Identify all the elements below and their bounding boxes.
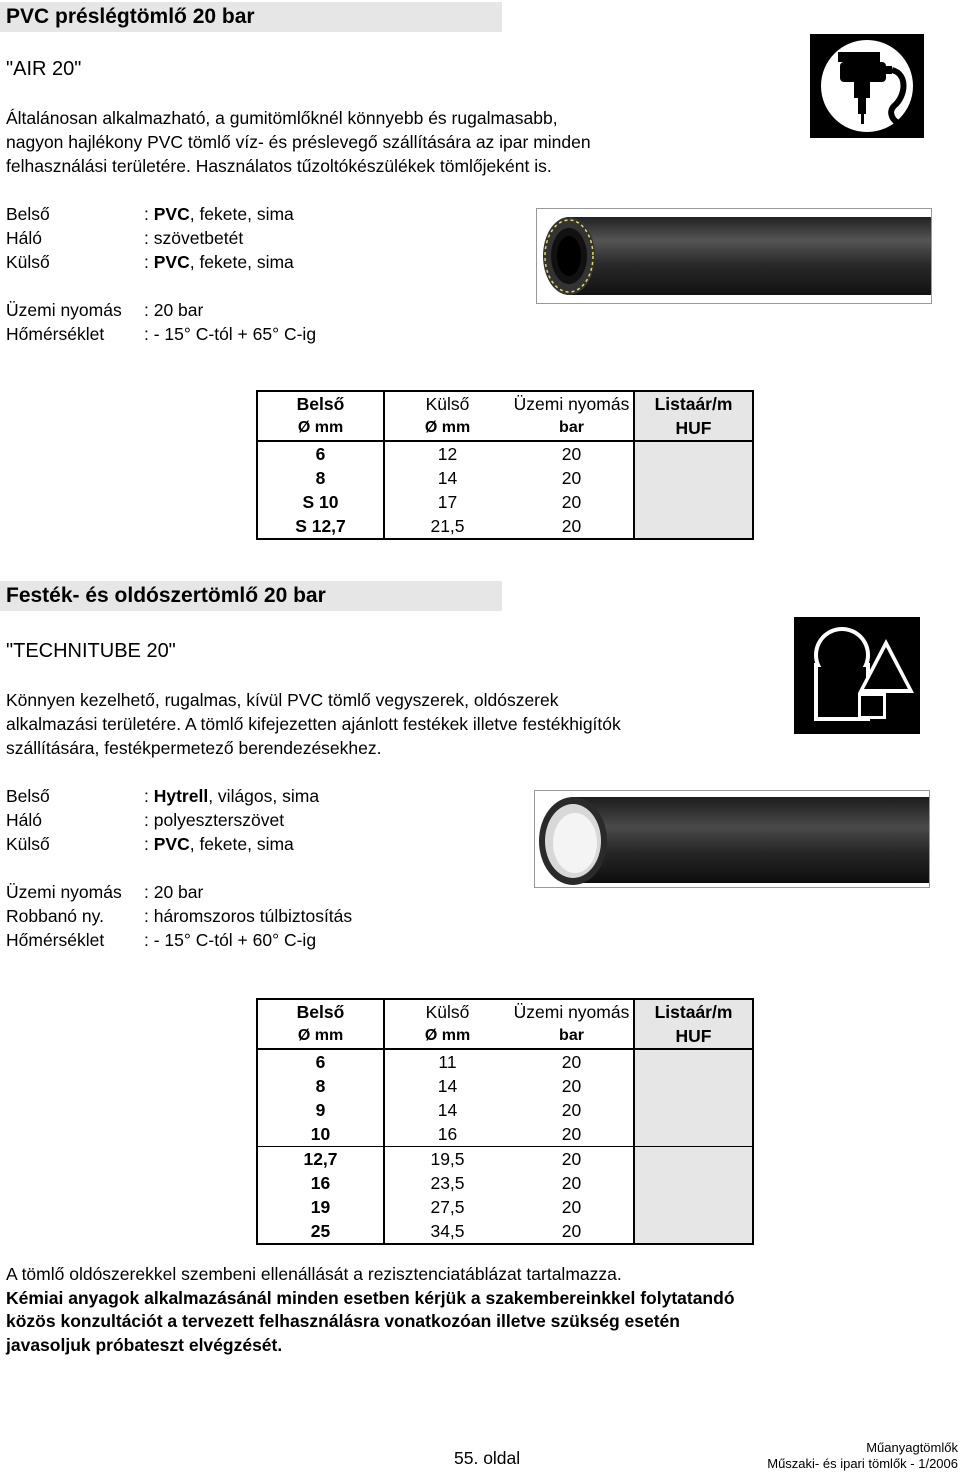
dimensions-table: [256, 998, 754, 1245]
spec-row: Hőmérséklet : - 15° C-tól + 65° C-ig: [6, 324, 317, 344]
section-title: PVC préslégtömlő 20 bar: [0, 2, 502, 32]
table-unit-row: Ø mm Ø mm bar HUF: [257, 416, 753, 441]
table-row: 9 14 20: [257, 1098, 753, 1122]
table-row: 12,7 19,5 20: [257, 1147, 753, 1172]
spec-list: [6, 202, 316, 346]
spec-row: Háló : szövetbetét: [6, 228, 244, 248]
table-row: 19 27,5 20: [257, 1195, 753, 1219]
product-description: Általánosan alkalmazható, a gumitömlőknél könnyebb és rugalmasabb, nagyon hajlékony PVC tömlő víz- és préslevegő szállítására az ipar minden felhasználási területére. Használatos tűzoltókészülékek tömlőjeként is.: [6, 108, 591, 176]
table-row: 25 34,5 20: [257, 1219, 753, 1244]
page-number: 55. oldal: [454, 1448, 521, 1468]
table-row: 8 14 20: [257, 466, 753, 490]
pneumatic-tool-icon: [810, 34, 924, 138]
spec-row: Üzemi nyomás : 20 bar: [6, 300, 204, 320]
table-row: S 12,7 21,5 20: [257, 514, 753, 539]
hose-image: [534, 790, 930, 888]
section-title: Festék- és oldószertömlő 20 bar: [0, 581, 502, 611]
table-row: 8 14 20: [257, 1074, 753, 1098]
table-header-row: Belső Külső Üzemi nyomás Listaár/m: [257, 391, 753, 416]
spec-row: Külső : PVC, fekete, sima: [6, 834, 294, 854]
shapes-chemical-icon: [794, 617, 920, 734]
spec-list: [6, 784, 352, 952]
spec-row: Belső : Hytrell, világos, sima: [6, 786, 320, 806]
spec-row: Belső : PVC, fekete, sima: [6, 204, 294, 224]
table-row: 16 23,5 20: [257, 1171, 753, 1195]
spec-row: Üzemi nyomás : 20 bar: [6, 882, 204, 902]
table-row: 6 12 20: [257, 441, 753, 466]
spec-row: Háló : polyeszterszövet: [6, 810, 285, 830]
spec-row: Robbanó ny. : háromszoros túlbiztosítás: [6, 906, 353, 926]
dimensions-table: [256, 390, 754, 540]
resistance-note: A tömlő oldószerekkel szembeni ellenállását a rezisztenciatáblázat tartalmazza. Kémiai anyagok alkalmazásánál minden esetben kérjük a szakembereinkkel folytatandó közös konzultációt a tervezett felhasználásra vonatkozóan illetve szükség esetén javasoljuk próbateszt elvégzését.: [6, 1264, 735, 1355]
table-row: 10 16 20: [257, 1122, 753, 1147]
table-header-row: Belső Külső Üzemi nyomás Listaár/m: [257, 999, 753, 1024]
table-row: 6 11 20: [257, 1049, 753, 1074]
spec-row: Külső : PVC, fekete, sima: [6, 252, 294, 272]
table-unit-row: Ø mm Ø mm bar HUF: [257, 1024, 753, 1049]
product-name: "TECHNITUBE 20": [6, 640, 176, 662]
product-description: Könnyen kezelhető, rugalmas, kívül PVC tömlő vegyszerek, oldószerek alkalmazási területére. A tömlő kifejezetten ajánlott festékek illetve festékhigítók szállítására, festékpermetező berendezésekhez.: [6, 690, 621, 758]
table-row: S 10 17 20: [257, 490, 753, 514]
hose-image: [536, 208, 932, 304]
spec-row: Hőmérséklet : - 15° C-tól + 60° C-ig: [6, 930, 317, 950]
product-name: "AIR 20": [6, 58, 82, 80]
footer-catalog: Műanyagtömlők Műszaki- és ipari tömlők - 1/2006: [767, 1440, 958, 1471]
